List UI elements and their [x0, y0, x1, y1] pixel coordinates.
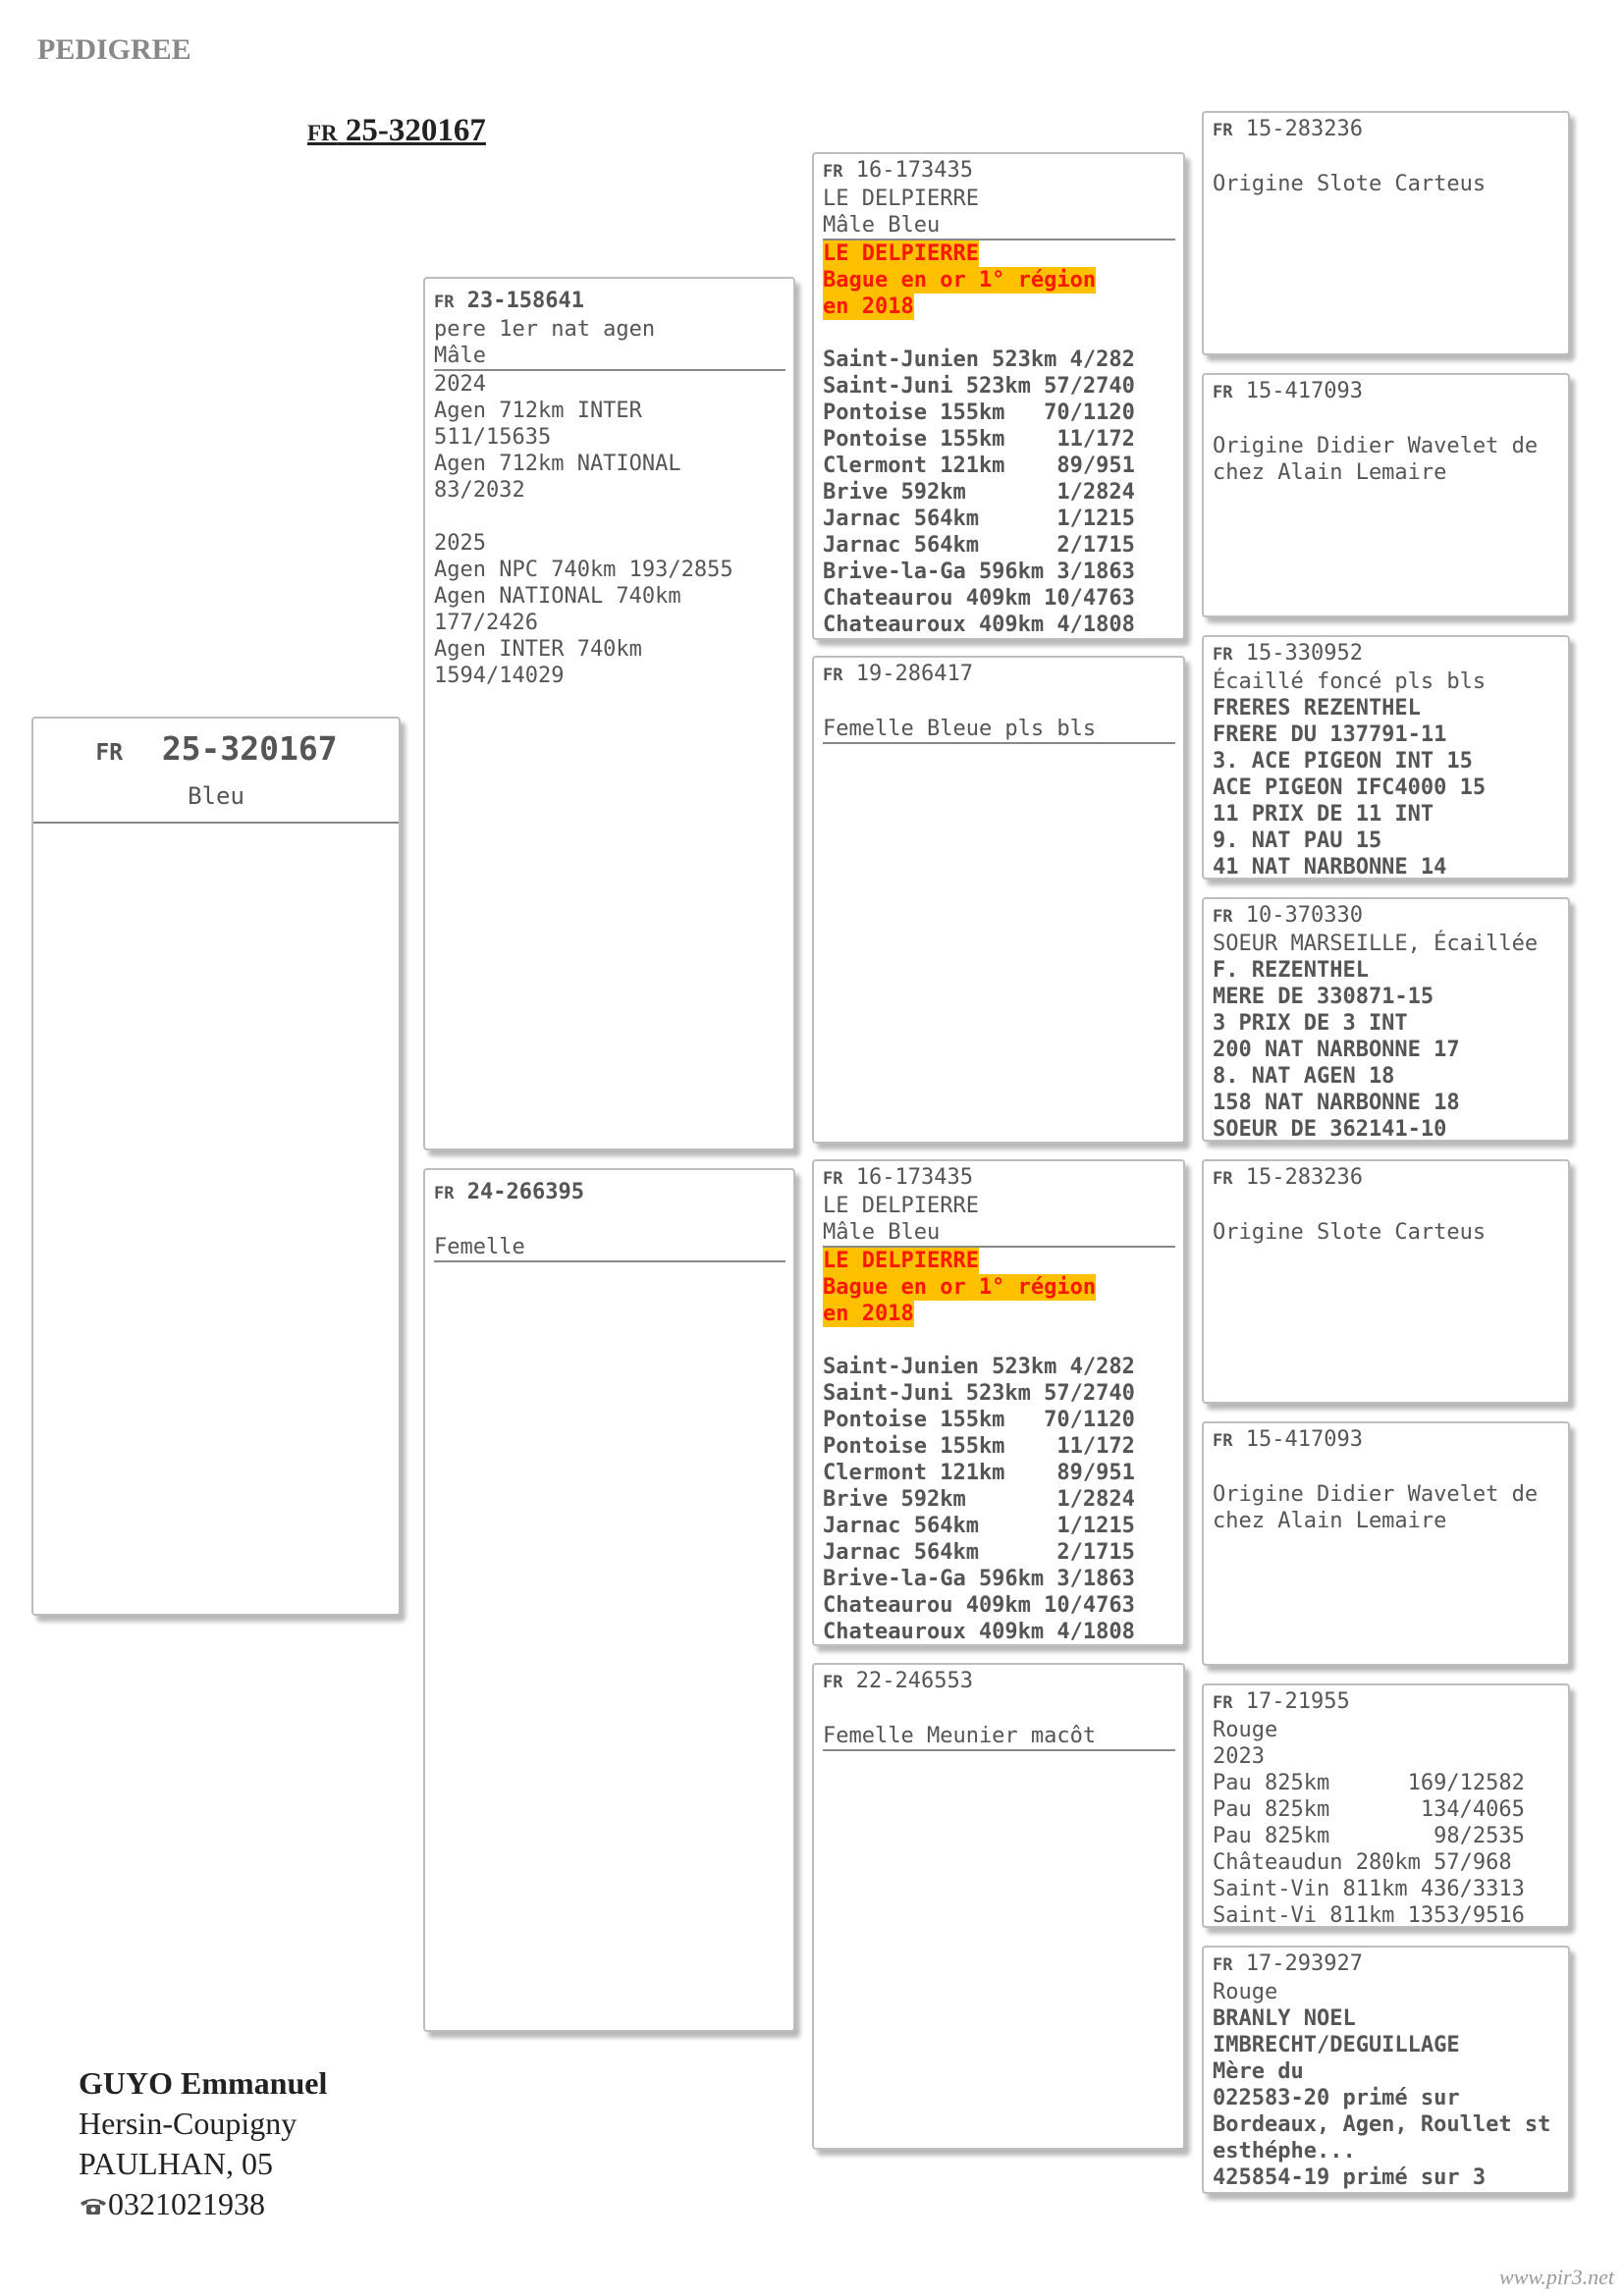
bold-line: 158 NAT NARBONNE 18 — [1213, 1091, 1460, 1115]
bold-line: 022583-20 primé sur — [1213, 2086, 1460, 2110]
country-prefix: FR — [1213, 1693, 1233, 1713]
sss-card[interactable] — [1202, 111, 1570, 355]
bold-line: esthéphe... — [1213, 2139, 1356, 2163]
ring-line — [434, 1179, 785, 1207]
bold-line: BRANLY NOEL — [1213, 2006, 1356, 2031]
text-line: Origine Slote Carteus — [1213, 172, 1487, 196]
bold-line: MERE DE 330871-15 — [1213, 985, 1435, 1009]
ring-line — [1213, 116, 1560, 144]
result-line: Brive 592km 1/2824 — [823, 480, 1135, 505]
spacer — [1213, 144, 1560, 171]
dsd-card[interactable] — [1202, 1421, 1570, 1666]
text-line: SOEUR MARSEILLE, Écaillée — [1213, 932, 1539, 956]
bold-line: 8. NAT AGEN 18 — [1213, 1064, 1395, 1089]
sex-line: Femelle Meunier macôt — [823, 1723, 1175, 1751]
country-prefix: FR — [1213, 1169, 1233, 1189]
ring-number: 17-21955 — [1245, 1689, 1350, 1714]
highlight-line: en 2018 — [823, 1302, 914, 1326]
spacer — [434, 1207, 785, 1234]
sire-card[interactable] — [423, 277, 795, 1150]
result-line: Pau 825km 169/12582 — [1213, 1771, 1525, 1795]
result-line: Saint-Vin 811km 436/3313 — [1213, 1877, 1525, 1901]
site-footer[interactable]: www.pir3.net — [1499, 2265, 1614, 2289]
result-line: Brive 592km 1/2824 — [823, 1487, 1135, 1512]
subject-card[interactable] — [31, 717, 401, 1616]
detail-line: Agen INTER 740km — [434, 637, 642, 662]
spacer — [1213, 1455, 1560, 1481]
result-line: Saint-Junien 523km 4/282 — [823, 1355, 1135, 1379]
sire-sire-card[interactable] — [812, 152, 1185, 640]
highlight-line: Bague en or 1° région — [823, 268, 1097, 293]
result-line: Chateauroux 409km 4/1808 — [823, 613, 1135, 637]
result-line: Saint-Juni 523km 57/2740 — [823, 1381, 1135, 1406]
country-prefix: FR — [1213, 645, 1233, 665]
text-line: Rouge — [1213, 1980, 1278, 2004]
ring-number: 15-283236 — [1245, 1165, 1363, 1190]
ring-number: 16-173435 — [855, 1165, 973, 1190]
detail-line: 1594/14029 — [434, 664, 565, 688]
subject-ring — [42, 729, 391, 773]
text-line: Origine Didier Wavelet de — [1213, 434, 1539, 458]
result-line: Jarnac 564km 2/1715 — [823, 533, 1135, 558]
country-prefix: FR — [823, 1673, 843, 1692]
ring-line — [1213, 1426, 1560, 1455]
pigeon-ring-heading — [307, 113, 486, 149]
ring-number: 15-417093 — [1245, 379, 1363, 403]
country-prefix: FR — [95, 740, 124, 766]
result-line: Saint-Juni 523km 57/2740 — [823, 374, 1135, 399]
highlight-line: Bague en or 1° région — [823, 1275, 1097, 1300]
spacer — [434, 504, 785, 530]
owner-phone-line — [79, 2184, 327, 2224]
sdd-card[interactable] — [1202, 897, 1570, 1142]
result-line: Jarnac 564km 1/1215 — [823, 507, 1135, 531]
result-line: Saint-Vi 811km 1353/9516 — [1213, 1903, 1525, 1928]
ring-line — [1213, 640, 1560, 668]
result-line: Pau 825km 134/4065 — [1213, 1797, 1525, 1822]
ring-number: 15-330952 — [1245, 641, 1363, 666]
text-line: chez Alain Lemaire — [1213, 1509, 1447, 1533]
result-line: Chateaurou 409km 10/4763 — [823, 586, 1135, 611]
text-line: chez Alain Lemaire — [1213, 460, 1447, 485]
detail-line: 2024 — [434, 372, 486, 397]
bold-line: FRERES REZENTHEL — [1213, 696, 1421, 721]
sex-line: Femelle Bleue pls bls — [823, 716, 1175, 744]
bold-line: SOEUR DE 362141-10 — [1213, 1117, 1447, 1142]
ring-number: 22-246553 — [855, 1669, 973, 1693]
highlight-line: en 2018 — [823, 294, 914, 319]
text-line: Origine Didier Wavelet de — [1213, 1482, 1539, 1507]
result-line: Pontoise 155km 70/1120 — [823, 1408, 1135, 1432]
owner-phone[interactable]: 0321021938 — [108, 2186, 265, 2221]
country-prefix: FR — [1213, 1955, 1233, 1975]
subject-color: Bleu — [33, 782, 399, 824]
detail-line: 83/2032 — [434, 478, 525, 503]
ring-line — [823, 1164, 1175, 1193]
bold-line: FRERE DU 137791-11 — [1213, 722, 1447, 747]
result-line: Pontoise 155km 11/172 — [823, 427, 1135, 452]
detail-line: Agen 712km INTER — [434, 399, 642, 423]
owner-location: Hersin-Coupigny — [79, 2106, 298, 2141]
ring-line — [1213, 1950, 1560, 1979]
spacer — [823, 320, 1175, 347]
spacer — [1213, 1193, 1560, 1219]
country-prefix: FR — [823, 1169, 843, 1189]
ring-number: 10-370330 — [1245, 903, 1363, 928]
result-line: Pau 825km 98/2535 — [1213, 1824, 1525, 1848]
result-line: Clermont 121km 89/951 — [823, 1461, 1135, 1485]
result-line: Saint-Junien 523km 4/282 — [823, 347, 1135, 372]
ddd-card[interactable] — [1202, 1946, 1570, 2194]
sex-line: Femelle — [434, 1234, 785, 1262]
highlight-line: LE DELPIERRE — [823, 1249, 979, 1273]
sex-line: Mâle Bleu — [823, 1219, 1175, 1248]
country-prefix: FR — [1213, 1431, 1233, 1451]
country-prefix: FR — [823, 162, 843, 182]
bold-line: 9. NAT PAU 15 — [1213, 828, 1382, 853]
owner-block — [79, 2063, 327, 2224]
owner-address: PAULHAN, 05 — [79, 2146, 273, 2181]
dss-card[interactable] — [1202, 1159, 1570, 1404]
result-line: Chateauroux 409km 4/1808 — [823, 1620, 1135, 1644]
spacer — [1213, 406, 1560, 433]
ring-line — [1213, 1688, 1560, 1717]
result-line: Pontoise 155km 11/172 — [823, 1434, 1135, 1459]
bold-line: Bordeaux, Agen, Roullet st — [1213, 2112, 1551, 2137]
ring-line — [823, 1668, 1175, 1696]
text-line: Écaillé foncé pls bls — [1213, 669, 1487, 694]
text-line: Rouge — [1213, 1718, 1278, 1742]
dam-dam-card[interactable] — [812, 1663, 1185, 2150]
detail-line: Agen NATIONAL 740km — [434, 584, 681, 609]
ring-line — [1213, 902, 1560, 931]
ring-number: 15-417093 — [1245, 1427, 1363, 1452]
result-line: Brive-la-Ga 596km 3/1863 — [823, 1567, 1135, 1591]
country-prefix: FR — [434, 1184, 455, 1203]
dam-card[interactable] — [423, 1168, 795, 2032]
header-line: pere 1er nat agen — [434, 317, 656, 342]
detail-line: 177/2426 — [434, 611, 538, 635]
ring-number: 15-283236 — [1245, 117, 1363, 141]
country-prefix: FR — [823, 666, 843, 685]
ring-line — [1213, 378, 1560, 406]
phone-icon — [79, 2196, 108, 2216]
sds-card[interactable] — [1202, 635, 1570, 880]
bold-line: ACE PIGEON IFC4000 15 — [1213, 775, 1487, 800]
result-line: Pontoise 155km 70/1120 — [823, 400, 1135, 425]
page-title: PEDIGREE — [37, 33, 191, 66]
sex-line: Mâle Bleu — [823, 212, 1175, 240]
ring-number: 25-320167 — [345, 113, 486, 148]
dds-card[interactable] — [1202, 1683, 1570, 1928]
text-line: 2023 — [1213, 1744, 1265, 1769]
country-prefix: FR — [1213, 383, 1233, 402]
bold-line: Mère du — [1213, 2059, 1304, 2084]
dam-sire-card[interactable] — [812, 1159, 1185, 1646]
bold-line: F. REZENTHEL — [1213, 958, 1369, 983]
result-line: Jarnac 564km 2/1715 — [823, 1540, 1135, 1565]
ring-line — [434, 288, 785, 316]
spacer — [823, 1696, 1175, 1723]
owner-name: GUYO Emmanuel — [79, 2065, 328, 2101]
ring-number: 16-173435 — [855, 158, 973, 183]
bold-line: 11 PRIX DE 11 INT — [1213, 802, 1435, 827]
bold-line: IMBRECHT/DEGUILLAGE — [1213, 2033, 1460, 2057]
ring-line — [823, 661, 1175, 689]
detail-line: 511/15635 — [434, 425, 552, 450]
ring-number: 24-266395 — [466, 1180, 584, 1204]
bold-line: 425854-19 primé sur 3 — [1213, 2165, 1487, 2190]
ssd-card[interactable] — [1202, 373, 1570, 617]
ring-number: 17-293927 — [1245, 1951, 1363, 1976]
country-prefix: FR — [307, 121, 338, 145]
ring-number: 19-286417 — [855, 662, 973, 686]
text-line: Origine Slote Carteus — [1213, 1220, 1487, 1245]
ring-line — [823, 157, 1175, 186]
country-prefix: FR — [1213, 121, 1233, 140]
detail-line: Agen NPC 740km 193/2855 — [434, 558, 733, 582]
spacer — [823, 1327, 1175, 1354]
header-line: LE DELPIERRE — [823, 187, 979, 211]
detail-line: 2025 — [434, 531, 486, 556]
ring-number: 25-320167 — [161, 729, 338, 768]
country-prefix: FR — [434, 293, 455, 312]
result-line: Châteaudun 280km 57/968 — [1213, 1850, 1512, 1875]
sex-line: Mâle — [434, 343, 785, 371]
bold-line: 3. ACE PIGEON INT 15 — [1213, 749, 1473, 774]
sire-dam-card[interactable] — [812, 656, 1185, 1144]
result-line: Jarnac 564km 1/1215 — [823, 1514, 1135, 1538]
ring-line — [1213, 1164, 1560, 1193]
bold-line: 41 NAT NARBONNE 14 — [1213, 855, 1447, 880]
result-line: Brive-la-Ga 596km 3/1863 — [823, 560, 1135, 584]
country-prefix: FR — [1213, 907, 1233, 927]
header-line: LE DELPIERRE — [823, 1194, 979, 1218]
bold-line: 3 PRIX DE 3 INT — [1213, 1011, 1408, 1036]
detail-line: Agen 712km NATIONAL — [434, 452, 681, 476]
result-line: Chateaurou 409km 10/4763 — [823, 1593, 1135, 1618]
bold-line: 200 NAT NARBONNE 17 — [1213, 1038, 1460, 1062]
result-line: Clermont 121km 89/951 — [823, 454, 1135, 478]
highlight-line: LE DELPIERRE — [823, 241, 979, 266]
ring-number: 23-158641 — [466, 289, 584, 313]
spacer — [823, 689, 1175, 716]
